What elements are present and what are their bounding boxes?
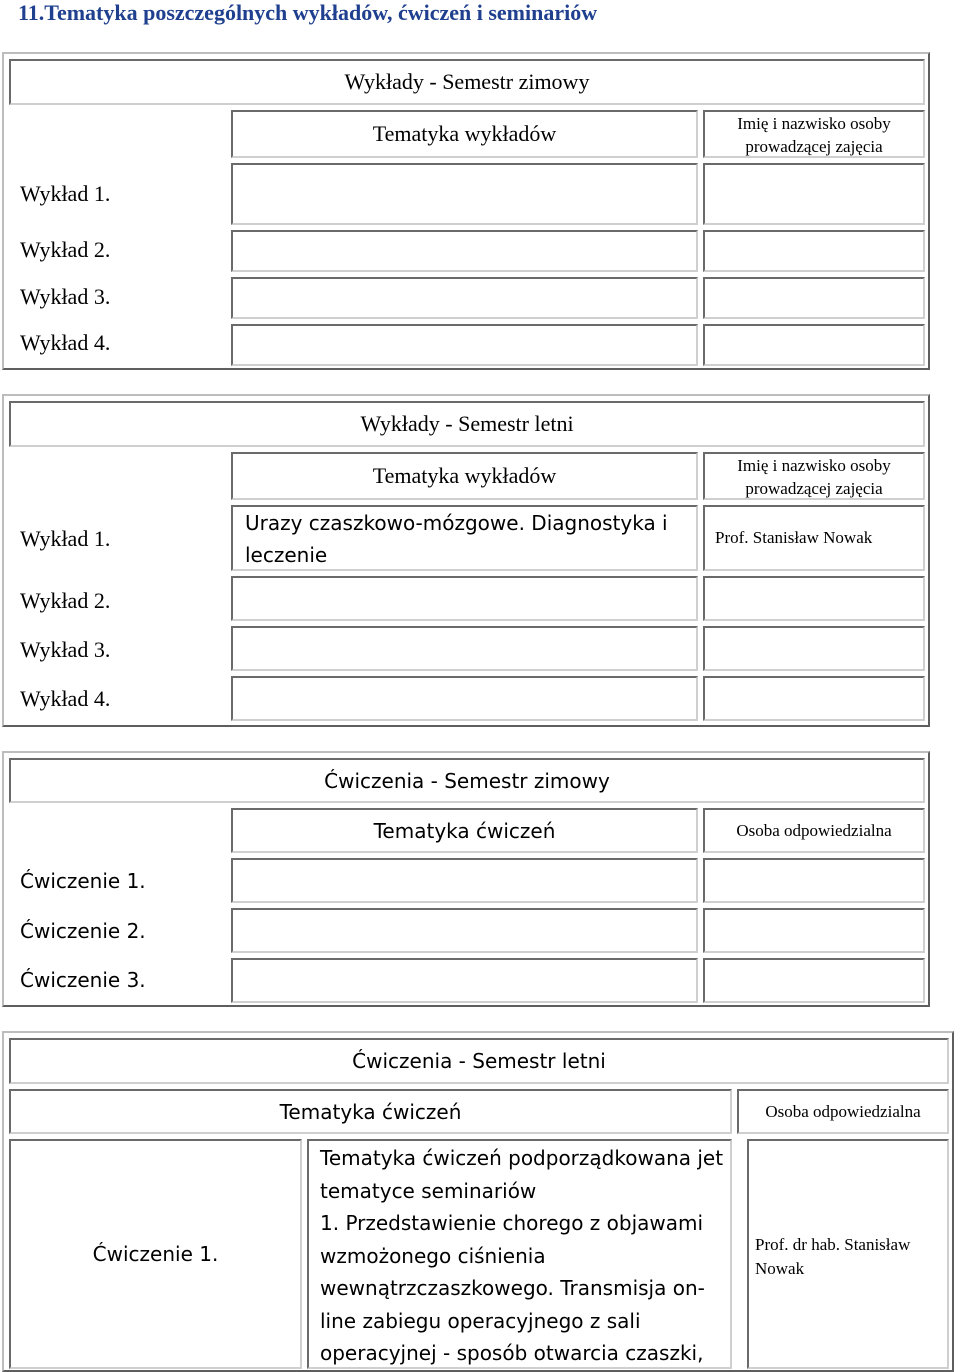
topic-cell (231, 277, 698, 319)
topic-cell (231, 858, 698, 903)
topic-cell (231, 230, 698, 272)
topic-cell (231, 163, 698, 225)
person-cell (703, 858, 925, 903)
table-lectures-summer (2, 394, 930, 727)
person-cell (703, 576, 925, 621)
topic-cell (231, 958, 698, 1003)
column-header-topic: Tematyka ćwiczeń (9, 1089, 732, 1134)
person-cell: Prof. dr hab. Stanisław Nowak (747, 1139, 949, 1369)
column-header-topic: Tematyka wykładów (231, 110, 698, 158)
row-label: Ćwiczenie 3. (20, 968, 146, 992)
person-cell: Prof. Stanisław Nowak (703, 505, 925, 571)
row-label: Wykład 1. (20, 526, 111, 551)
row-label: Wykład 2. (20, 588, 111, 613)
column-header-topic: Tematyka wykładów (231, 452, 698, 500)
person-cell (703, 626, 925, 671)
topic-cell (231, 908, 698, 953)
topic-cell (231, 676, 698, 721)
row-label: Wykład 3. (20, 284, 111, 309)
section-heading: 11.Tematyka poszczególnych wykładów, ćwiczeń i seminariów (18, 0, 598, 25)
person-cell (703, 230, 925, 272)
table-lectures-winter (2, 52, 930, 370)
column-header-person: Imię i nazwisko osoby prowadzącej zajęcia (703, 452, 925, 500)
person-cell (703, 908, 925, 953)
row-label: Wykład 2. (20, 237, 111, 262)
person-cell (703, 163, 925, 225)
column-header-person: Imię i nazwisko osoby prowadzącej zajęcia (703, 110, 925, 158)
table-title: Ćwiczenia - Semestr zimowy (9, 758, 925, 803)
topic-cell (231, 576, 698, 621)
topic-cell (231, 324, 698, 366)
person-cell (703, 958, 925, 1003)
row-label: Wykład 4. (20, 330, 111, 355)
row-label: Ćwiczenie 2. (20, 919, 146, 943)
topic-cell: Tematyka ćwiczeń podporządkowana jet tematyce seminariów 1. Przedstawienie chorego z objawami wzmożonego ciśnienia wewnątrzczaszkowego. Transmisja on- line zabiegu operacyjnego z sali operacyjnej - sposób otwarcia czaszki, (307, 1139, 732, 1369)
column-header-topic: Tematyka ćwiczeń (231, 808, 698, 853)
table-title: Ćwiczenia - Semestr letni (9, 1038, 949, 1084)
person-cell (703, 676, 925, 721)
row-label: Wykład 3. (20, 637, 111, 662)
person-cell (703, 277, 925, 319)
person-cell (703, 324, 925, 366)
table-title: Wykłady - Semestr zimowy (9, 59, 925, 105)
column-header-person: Osoba odpowiedzialna (703, 808, 925, 853)
table-exercises-summer (2, 1031, 954, 1372)
table-exercises-winter (2, 751, 930, 1007)
row-label: Ćwiczenie 1. (9, 1139, 302, 1369)
row-label: Wykład 4. (20, 686, 111, 711)
column-header-person: Osoba odpowiedzialna (737, 1089, 949, 1134)
table-title: Wykłady - Semestr letni (9, 401, 925, 447)
row-label: Ćwiczenie 1. (20, 869, 146, 893)
row-label: Wykład 1. (20, 181, 111, 206)
topic-cell: Urazy czaszkowo-mózgowe. Diagnostyka i leczenie (231, 505, 698, 571)
topic-cell (231, 626, 698, 671)
